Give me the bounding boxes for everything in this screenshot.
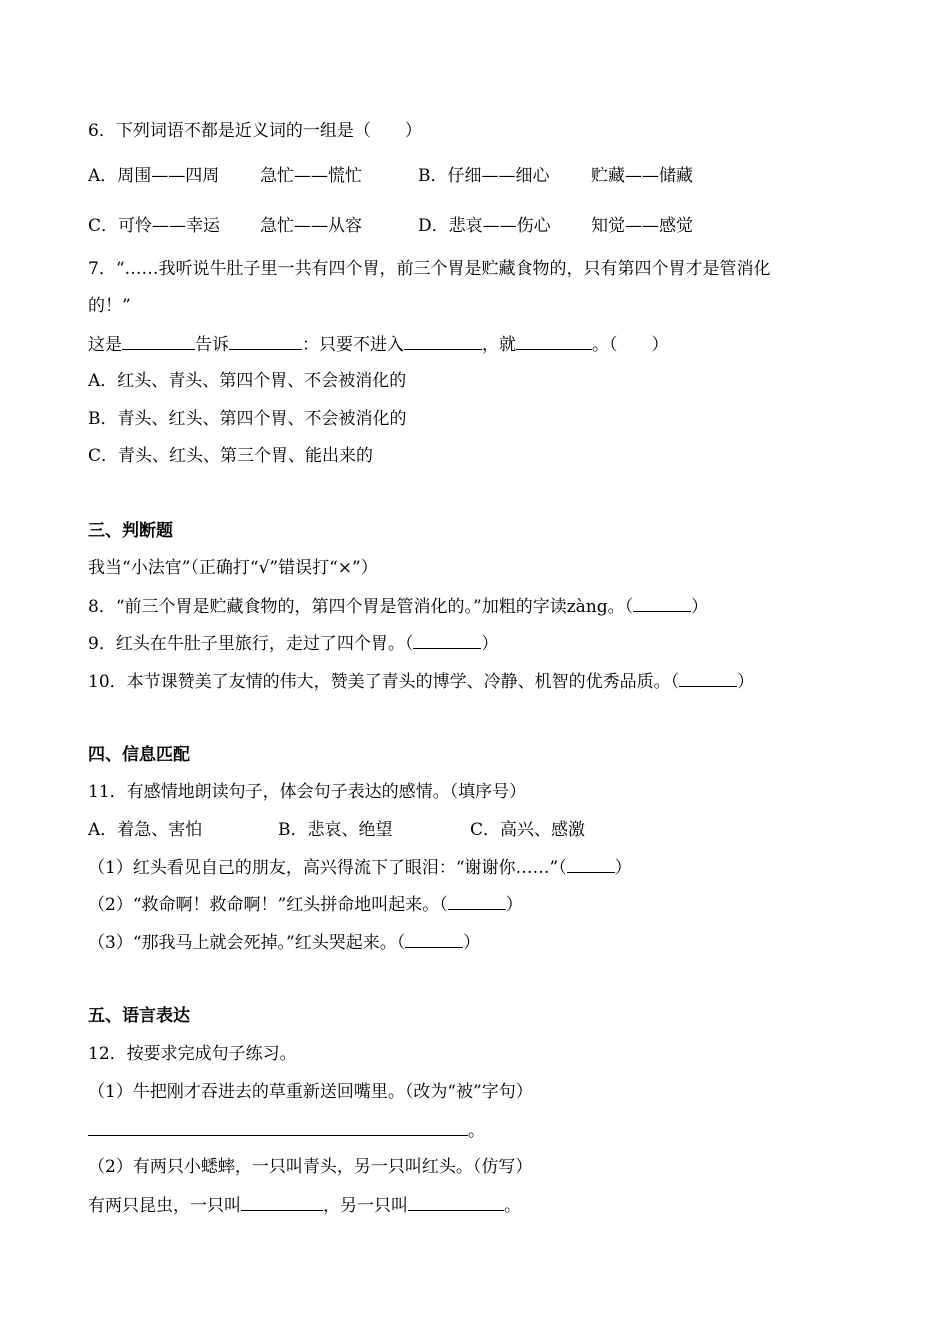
q11-stem: 11．有感情地朗读句子，体会句子表达的感情。（填序号） <box>88 782 527 802</box>
q12-part-1-answer-blank[interactable] <box>88 1118 468 1136</box>
q12-part-1-end: 。 <box>468 1121 485 1141</box>
q10-line <box>88 669 754 694</box>
q11-option-a: A．着急、害怕 <box>88 820 203 840</box>
q12-part-2-blank-2[interactable] <box>408 1193 504 1211</box>
q7-blank-1[interactable] <box>122 332 195 350</box>
section-5-title: 五、语言表达 <box>88 1006 190 1026</box>
q7-fill-text-5: 。（ ） <box>592 335 669 355</box>
q10-text: 10．本节课赞美了友情的伟大，赞美了青头的博学、冷静、机智的优秀品质。（ <box>88 672 680 692</box>
q12-part-1-answer-line <box>88 1118 485 1143</box>
q6-option-d2: 知觉——感觉 <box>591 216 693 236</box>
q9-answer-blank[interactable] <box>413 631 481 649</box>
q12-part-2-answer-line <box>88 1193 521 1218</box>
q8-line <box>88 594 708 619</box>
q7-option-b: B．青头、红头、第四个胃、不会被消化的 <box>88 409 407 429</box>
q7-option-a: A．红头、青头、第四个胃、不会被消化的 <box>88 371 407 391</box>
q11-item-2-text: （2）“救命啊！救命啊！”红头拼命地叫起来。（ <box>88 895 448 915</box>
q8-answer-blank[interactable] <box>633 594 691 612</box>
q11-item-3 <box>88 930 480 955</box>
q11-item-3-close: ） <box>463 933 481 953</box>
q7-stem-line-1: 7．“……我听说牛肚子里一共有四个胃，前三个胃是贮藏食物的，只有第四个胃才是管消化 <box>88 259 771 279</box>
q11-item-2-close: ） <box>505 895 523 915</box>
q9-close: ） <box>481 634 499 654</box>
q6-option-a2: 急忙——慌忙 <box>260 166 362 186</box>
q7-blank-2[interactable] <box>229 332 302 350</box>
q12-part-2-text-3: 。 <box>504 1196 521 1216</box>
q7-blank-4[interactable] <box>516 332 592 350</box>
q12-part-2: （2）有两只小蟋蟀，一只叫青头，另一只叫红头。（仿写） <box>88 1157 533 1177</box>
q11-options <box>88 818 585 842</box>
q12-part-1: （1）牛把刚才吞进去的草重新送回嘴里。（改为“被”字句） <box>88 1082 533 1102</box>
q6-option-c2: 急忙——从容 <box>260 216 362 236</box>
q11-item-1-close: ） <box>614 858 632 878</box>
q7-blank-3[interactable] <box>404 332 482 350</box>
q7-fill-line <box>88 332 669 357</box>
section-4-title: 四、信息匹配 <box>88 745 190 765</box>
q8-text: 8．“前三个胃是贮藏食物的，第四个胃是管消化的。”加粗的字读zàng。（ <box>88 597 634 617</box>
q11-item-3-text: （3）“那我马上就会死掉。”红头哭起来。（ <box>88 933 406 953</box>
q12-part-2-blank-1[interactable] <box>241 1193 323 1211</box>
q11-item-2 <box>88 892 523 917</box>
q9-text: 9．红头在牛肚子里旅行，走过了四个胃。（ <box>88 634 414 654</box>
section-3-intro: 我当“小法官”（正确打“√”错误打“×”） <box>88 558 378 578</box>
q6-option-b2: 贮藏——储藏 <box>591 166 693 186</box>
q9-line <box>88 631 498 656</box>
q6-stem: 6．下列词语不都是近义词的一组是（ ） <box>88 121 422 141</box>
q6-option-c1: C．可怜——幸运 <box>88 216 221 236</box>
q12-stem: 12．按要求完成句子练习。 <box>88 1044 297 1064</box>
q6-option-d1: D．悲哀——伤心 <box>418 216 551 236</box>
q11-item-2-blank[interactable] <box>448 892 506 910</box>
q6-option-b1: B．仔细——细心 <box>418 166 550 186</box>
q7-fill-text-3: ：只要不进入 <box>302 335 404 355</box>
q7-option-c: C．青头、红头、第三个胃、能出来的 <box>88 446 374 466</box>
q12-part-2-text-1: 有两只昆虫，一只叫 <box>88 1196 241 1216</box>
section-3-title: 三、判断题 <box>88 521 173 541</box>
q11-item-1 <box>88 855 632 880</box>
q7-fill-text-2: 告诉 <box>195 335 229 355</box>
q11-option-b: B．悲哀、绝望 <box>278 820 393 840</box>
q7-stem-line-2: 的！” <box>88 296 131 316</box>
q11-item-1-text: （1）红头看见自己的朋友，高兴得流下了眼泪：“谢谢你……”（ <box>88 858 567 878</box>
q11-item-1-blank[interactable] <box>567 855 615 873</box>
q11-option-c: C．高兴、感激 <box>470 820 586 840</box>
q10-answer-blank[interactable] <box>679 669 737 687</box>
q12-part-2-text-2: ，另一只叫 <box>323 1196 408 1216</box>
q7-fill-text-1: 这是 <box>88 335 122 355</box>
q6-options-row-2 <box>88 214 693 238</box>
q6-options-row-1 <box>88 164 693 188</box>
q7-fill-text-4: ，就 <box>482 335 516 355</box>
q6-option-a1: A．周围——四周 <box>88 166 220 186</box>
q10-close: ） <box>737 672 755 692</box>
q11-item-3-blank[interactable] <box>405 930 463 948</box>
q8-close: ） <box>691 597 709 617</box>
